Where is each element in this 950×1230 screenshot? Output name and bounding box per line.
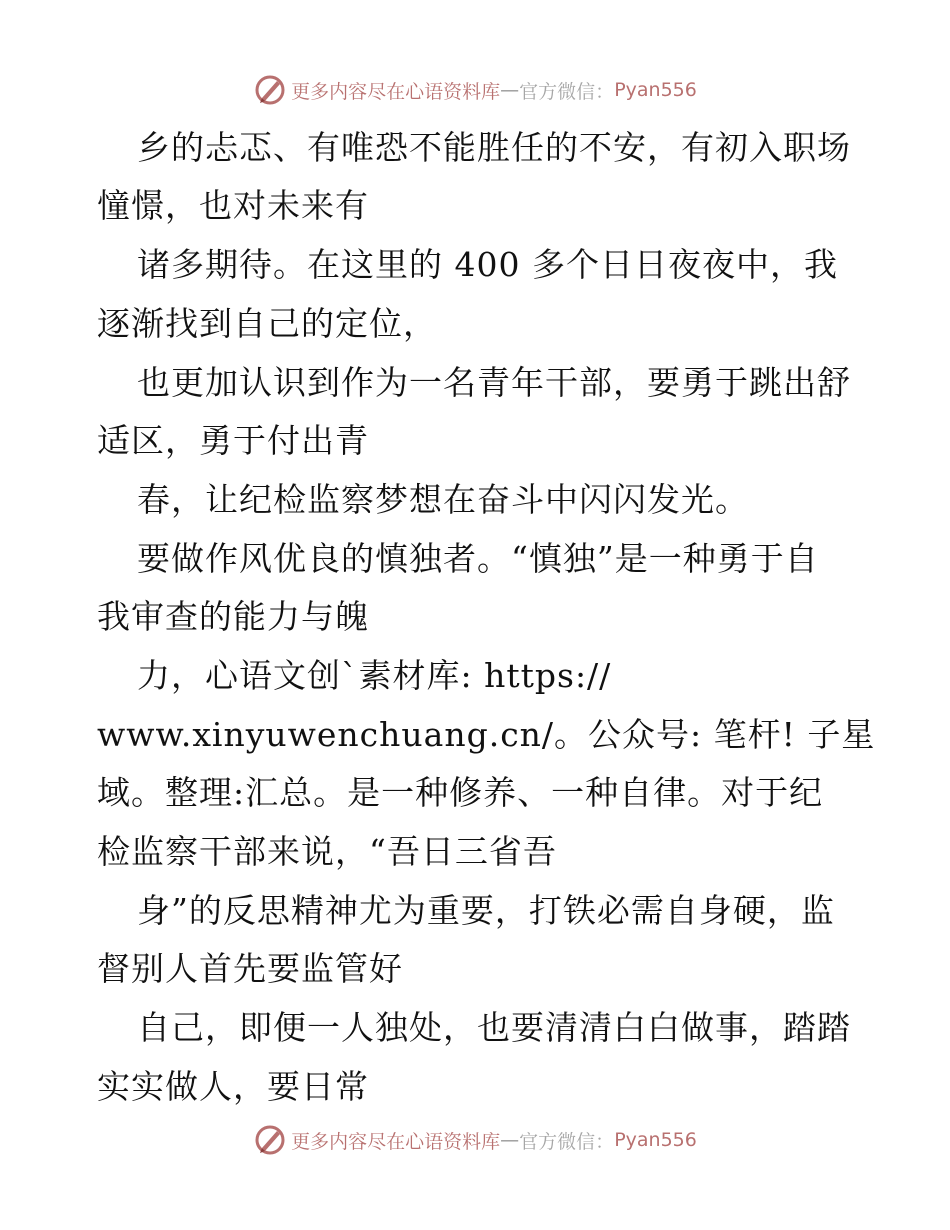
text-line: 要做作风优良的慎独者。“慎独”是一种勇于自 <box>137 539 819 578</box>
text-line: 域。整理:汇总。是一种修养、一种自律。对于纪 <box>97 773 824 812</box>
text-line: 实实做人，要日常 <box>97 1067 369 1106</box>
banner-dash: — <box>500 79 520 101</box>
text-line: 憧憬，也对未来有 <box>97 186 369 225</box>
text-line: 也更加认识到作为一名青年干部，要勇于跳出舒 <box>137 363 851 402</box>
text-line: 诸多期待。在这里的 400 多个日日夜夜中，我 <box>137 245 838 284</box>
banner-text: 更多内容尽在心语资料库 <box>291 80 501 103</box>
text-line: 督别人首先要监管好 <box>97 949 403 988</box>
text-line: 力，心语文创`素材库: https:// <box>137 656 612 695</box>
pen-logo-icon <box>253 1123 287 1157</box>
text-line: 我审查的能力与魄 <box>97 597 369 636</box>
banner-text: 更多内容尽在心语资料库 <box>291 1130 501 1153</box>
text-line: 乡的忐忑、有唯恐不能胜任的不安，有初入职场 <box>137 128 851 167</box>
text-line: www.xinyuwenchuang.cn/。公众号: 笔杆! 子星 <box>97 715 876 754</box>
text-line: 逐渐找到自己的定位， <box>97 304 437 343</box>
text-line: 身”的反思精神尤为重要，打铁必需自身硬，监 <box>137 891 835 930</box>
banner-wechat-label: 官方微信： <box>519 80 615 103</box>
text-line: 检监察干部来说，“吾日三省吾 <box>97 832 557 871</box>
banner-dash: — <box>500 1129 520 1151</box>
banner-wechat-label: 官方微信： <box>519 1130 615 1153</box>
text-line: 春，让纪检监察梦想在奋斗中闪闪发光。 <box>137 480 749 519</box>
text-line: 适区，勇于付出青 <box>97 421 369 460</box>
pen-logo-icon <box>253 73 287 107</box>
header-banner <box>0 70 950 110</box>
banner-wechat-id: Pyan556 <box>614 79 697 101</box>
footer-banner <box>0 1120 950 1160</box>
text-line: 自己，即便一人独处，也要清清白白做事，踏踏 <box>137 1008 851 1047</box>
banner-wechat-id: Pyan556 <box>614 1129 697 1151</box>
